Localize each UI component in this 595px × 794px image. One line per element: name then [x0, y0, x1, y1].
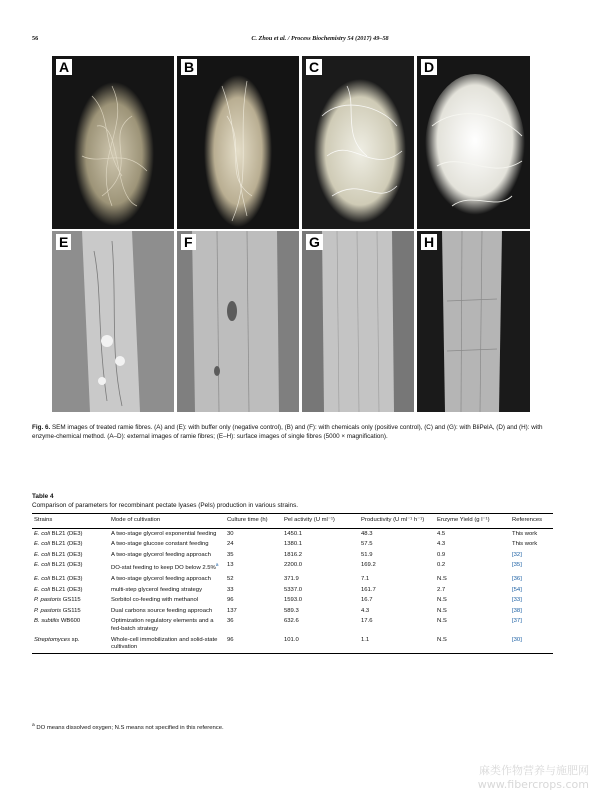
- cell-strain: P. pastoris GS115: [34, 607, 81, 614]
- cell-yield: N.S: [437, 575, 447, 582]
- cell-mode: A two-stage glycerol feeding approach: [111, 551, 211, 558]
- panel-b: [177, 56, 299, 229]
- journal-running-head: C. Zhou et al. / Process Biochemistry 54 (2017) 49–58: [251, 35, 389, 42]
- table-row: [32, 560, 553, 574]
- cell-yield: 4.5: [437, 530, 446, 537]
- cell-activity: 1380.1: [284, 541, 303, 548]
- table-row: [32, 585, 553, 596]
- page-number: 56: [32, 35, 39, 42]
- cell-productivity: 4.3: [361, 607, 370, 614]
- cell-activity: 589.3: [284, 607, 299, 614]
- panel-c: [302, 56, 414, 229]
- cell-strain: E. coli BL21 (DE3): [34, 575, 83, 582]
- sem-fibre-surface-image: [52, 231, 174, 412]
- panel-label: F: [181, 234, 196, 250]
- cell-productivity: 57.5: [361, 541, 373, 548]
- panel-label: G: [306, 234, 323, 250]
- panel-label: B: [181, 59, 197, 75]
- cell-time: 137: [227, 607, 237, 614]
- ramie-fibre-bundle-image: [52, 56, 174, 229]
- cell-time: 24: [227, 541, 234, 548]
- sem-fibre-surface-image: [302, 231, 414, 412]
- panel-label: A: [56, 59, 72, 75]
- header-yield: Enzyme Yield (g l⁻¹): [437, 517, 490, 523]
- header-strains: Strains: [34, 517, 53, 523]
- panel-label: D: [421, 59, 437, 75]
- cell-activity: 5337.0: [284, 586, 303, 593]
- panel-label: E: [56, 234, 71, 250]
- panel-e: [52, 231, 174, 412]
- cell-activity: 1593.0: [284, 597, 303, 604]
- ramie-fibre-bundle-image: [177, 56, 299, 229]
- table-row: [32, 606, 553, 617]
- panel-h: [417, 231, 530, 412]
- cell-yield: 4.3: [437, 541, 446, 548]
- sem-fibre-surface-image: [177, 231, 299, 412]
- header-mode: Mode of cultivation: [111, 517, 161, 523]
- table-title: Comparison of parameters for recombinant pectate lyases (Pels) production in various strains.: [32, 502, 299, 509]
- cell-mode: A two-stage glycerol exponential feeding: [111, 530, 217, 537]
- panel-a: [52, 56, 174, 229]
- cell-mode: A two-stage glucose constant feeding: [111, 541, 209, 548]
- cell-productivity: 51.9: [361, 551, 373, 558]
- table-number: Table 4: [32, 493, 54, 500]
- header-culture-time: Culture time (h): [227, 517, 268, 523]
- cell-mode: Dual carbons source feeding approach: [111, 607, 213, 614]
- cell-strain: Streptomyces sp.: [34, 636, 80, 643]
- footnote-text: DO means dissolved oxygen; N.S means not specified in this reference.: [36, 724, 224, 731]
- cell-time: 96: [227, 597, 234, 604]
- cell-strain: E. coli BL21 (DE3): [34, 562, 83, 569]
- cell-yield: 0.9: [437, 551, 446, 558]
- cell-mode: DO-stat feeding to keep DO below 2.5%$^a$: [111, 563, 219, 572]
- cell-productivity: 169.2: [361, 562, 376, 569]
- panel-d: [417, 56, 530, 229]
- cell-ref-link[interactable]: [32]: [512, 551, 522, 558]
- table-row: [32, 574, 553, 585]
- table-row: [32, 595, 553, 606]
- cell-ref: This work: [512, 541, 538, 548]
- cell-mode: Optimization regulatory elements and a fed-batch strategy: [111, 618, 214, 632]
- cell-mode: Whole-cell immobilization and solid-state cultivation: [111, 636, 218, 651]
- cell-yield: N.S: [437, 607, 447, 614]
- cell-productivity: 1.1: [361, 636, 370, 643]
- figure-caption-text: SEM images of treated ramie fibres. (A) and (E): with buffer only (negative control), (B) and (F): with chemicals only (positive control), (C) and (G): with BliPelA, (D) and (H): with enzyme-chemical method. (A–D): external images of ramie fibres; (E–H): surface images of single fibres (5000 × magnification).: [32, 424, 543, 440]
- header-productivity: Productivity (U ml⁻¹ h⁻¹): [361, 517, 425, 523]
- cell-activity: 2200.0: [284, 562, 303, 569]
- cell-productivity: 48.3: [361, 530, 373, 537]
- ramie-fibre-bundle-image: [302, 56, 414, 229]
- cell-activity: 632.6: [284, 618, 299, 625]
- cell-time: 96: [227, 636, 234, 643]
- panel-f: [177, 231, 299, 412]
- panel-label: C: [306, 59, 322, 75]
- header-pel-activity: Pel activity (U ml⁻¹): [284, 517, 335, 523]
- cell-activity: 1450.1: [284, 530, 303, 537]
- cell-strain: E. coli BL21 (DE3): [34, 530, 83, 537]
- cell-mode: Sorbitol co-feeding with methanol: [111, 597, 199, 604]
- cell-ref-link[interactable]: [54]: [512, 586, 522, 593]
- watermark: [478, 764, 589, 792]
- cell-time: 35: [227, 551, 234, 558]
- cell-time: 30: [227, 530, 234, 537]
- cell-productivity: 16.7: [361, 597, 373, 604]
- table-footnote: [32, 723, 224, 731]
- cell-strain: E. coli BL21 (DE3): [34, 551, 83, 558]
- table-header-row: [32, 514, 553, 529]
- cell-time: 52: [227, 575, 234, 582]
- cell-yield: N.S: [437, 618, 447, 625]
- cell-activity: 371.9: [284, 575, 299, 582]
- table-row: [32, 550, 553, 561]
- figure-caption-label: Fig. 6.: [32, 424, 51, 431]
- table-row: [32, 616, 553, 634]
- table-row: [32, 528, 553, 539]
- cell-ref-link[interactable]: [38]: [512, 607, 522, 614]
- cell-strain: P. pastoris GS115: [34, 597, 81, 604]
- panel-g: [302, 231, 414, 412]
- cell-yield: N.S: [437, 636, 447, 643]
- table-row: [32, 539, 553, 550]
- cell-productivity: 17.6: [361, 618, 373, 625]
- cell-productivity: 7.1: [361, 575, 370, 582]
- cell-yield: 0.2: [437, 562, 446, 569]
- cell-time: 36: [227, 618, 234, 625]
- cell-mode: multi-step glycerol feeding strategy: [111, 586, 203, 593]
- cell-ref-link[interactable]: [33]: [512, 597, 522, 604]
- cell-strain: B. subtilis WB600: [34, 618, 81, 625]
- footnote-mark[interactable]: a: [215, 563, 219, 569]
- header-references: References: [512, 517, 543, 523]
- cell-ref-link[interactable]: [36]: [512, 575, 522, 582]
- cell-ref-link[interactable]: [30]: [512, 636, 522, 643]
- cell-mode: A two-stage glycerol feeding approach: [111, 575, 211, 582]
- cell-activity: 101.0: [284, 636, 299, 643]
- cell-yield: 2.7: [437, 586, 446, 593]
- sem-fibre-surface-image: [417, 231, 530, 412]
- pels-production-table: [32, 513, 553, 654]
- cell-yield: N.S: [437, 597, 447, 604]
- cell-time: 13: [227, 562, 234, 569]
- panel-label: H: [421, 234, 437, 250]
- cell-productivity: 161.7: [361, 586, 376, 593]
- cell-ref-link[interactable]: [37]: [512, 618, 522, 625]
- cell-activity: 1816.2: [284, 551, 303, 558]
- cell-time: 33: [227, 586, 234, 593]
- sem-figure: [52, 56, 530, 412]
- cell-ref: This work: [512, 530, 538, 537]
- footnote-mark: a: [32, 723, 35, 728]
- table-row: [32, 635, 553, 654]
- cell-strain: E. coli BL21 (DE3): [34, 586, 83, 593]
- cell-strain: E. coli BL21 (DE3): [34, 541, 83, 548]
- watermark-line1: 麻类作物营养与施肥网: [479, 764, 589, 777]
- watermark-line2: www.fibercrops.com: [477, 778, 589, 791]
- cell-ref-link[interactable]: [35]: [512, 562, 522, 569]
- figure-caption: [32, 423, 562, 441]
- ramie-fibre-bundle-image: [417, 56, 530, 229]
